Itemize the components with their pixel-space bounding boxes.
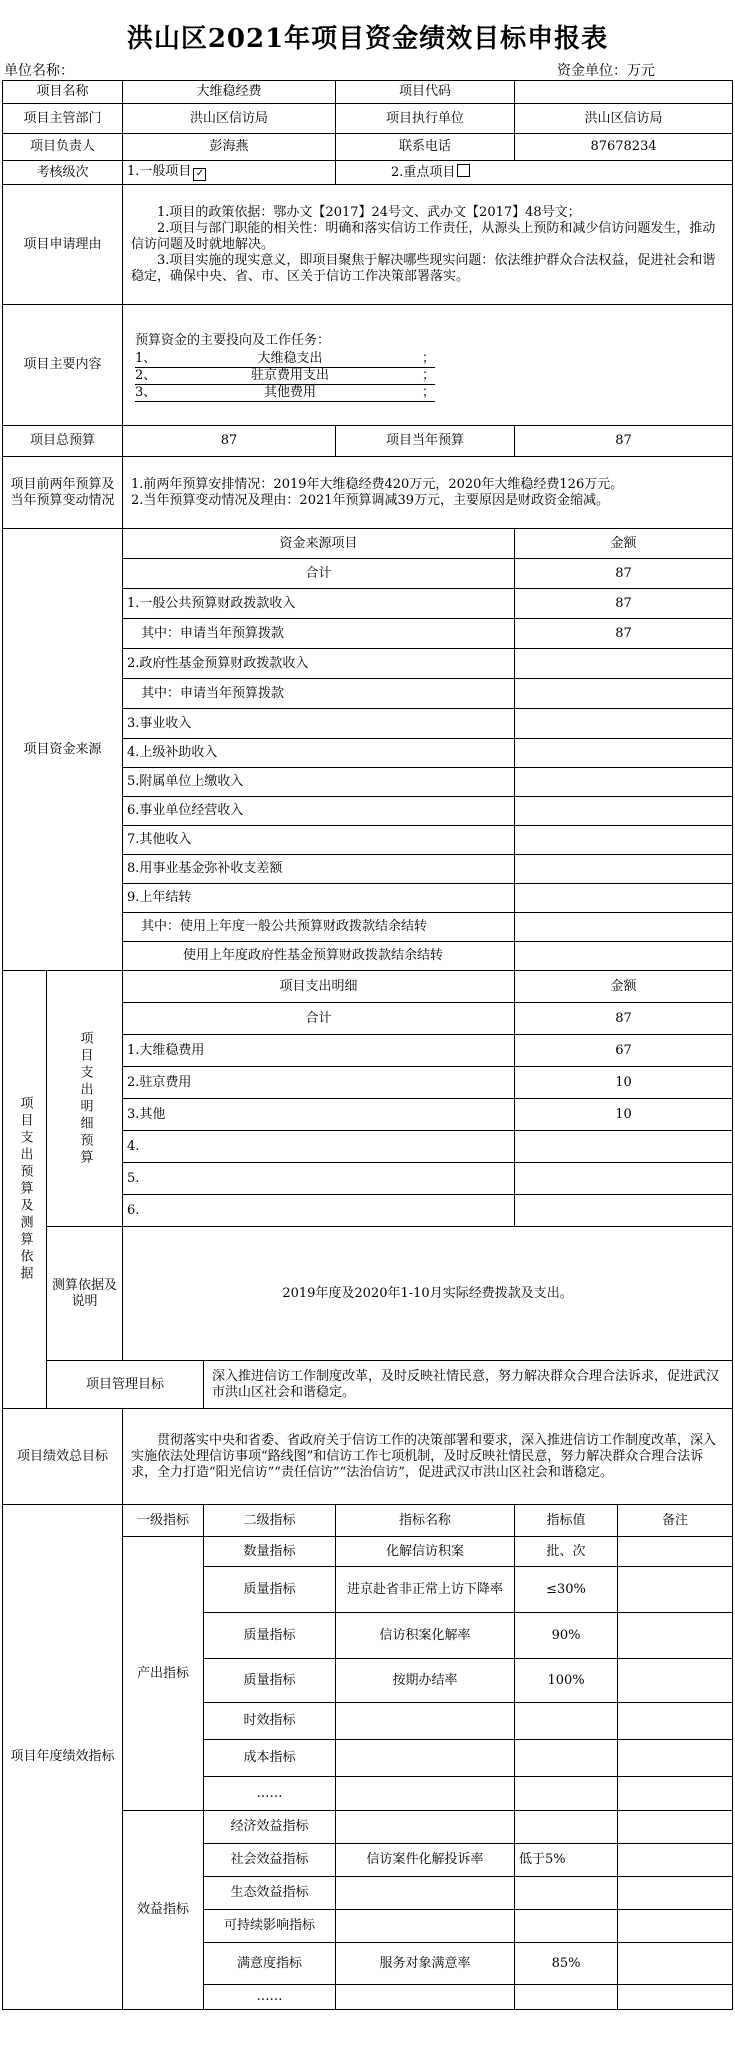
basis-label: 项目申请理由 (3, 185, 123, 305)
row-calc-basis (3, 1227, 733, 1361)
total-budget-label: 项目总预算 (3, 426, 123, 457)
level-option-key (336, 161, 733, 185)
total-budget-value: 87 (123, 426, 336, 457)
expense-row-name: 6. (123, 1195, 515, 1227)
content-item-2 (135, 368, 435, 385)
project-code-value (515, 81, 733, 104)
indicator-note (618, 1703, 733, 1740)
source-row-value: 87 (515, 589, 733, 619)
level-option-general-text: 1.一般项目 (127, 164, 192, 179)
source-row-value: 87 (515, 559, 733, 589)
perf-goal-value: 贯彻落实中央和省委、省政府关于信访工作的决策部署和要求，深入推进信访工作制度改革，深入实施依法处理信访事项“路线图”和信访工作七项机制，及时反映社情民意，努力解决群众合理合法诉求，全力打造“阳光信访”“责任信访”“法治信访”，促进武汉市洪山区社会和谐稳定。 (131, 1432, 717, 1480)
source-row-name: 7.其他收入 (123, 826, 515, 855)
indicator-name (336, 1910, 515, 1943)
expense-row-value: 87 (515, 1003, 733, 1035)
row-content (3, 305, 733, 426)
source-row-name: 5.附属单位上缴收入 (123, 768, 515, 797)
indicator-l2: …… (204, 1777, 336, 1811)
indicator-note (618, 1659, 733, 1703)
indicator-l2: 数量指标 (204, 1537, 336, 1567)
content-item-3-num: 3、 (135, 384, 157, 400)
exec-unit-label: 项目执行单位 (336, 104, 515, 134)
owner-label: 项目负责人 (3, 134, 123, 161)
indicator-name: 信访积案化解率 (336, 1613, 515, 1659)
year-budget-value: 87 (515, 426, 733, 457)
source-row-name: 2.政府性基金预算财政拨款收入 (123, 649, 515, 679)
application-form-table (2, 80, 733, 2010)
content-item-1 (135, 351, 435, 368)
indicator-note (618, 1740, 733, 1777)
output-indicator-label: 产出指标 (123, 1537, 204, 1811)
indicator-l2: 质量指标 (204, 1613, 336, 1659)
indicator-name: 信访案件化解投诉率 (336, 1844, 515, 1877)
source-col-amount: 金额 (515, 529, 733, 559)
indicator-note (618, 1613, 733, 1659)
content-item-2-sep: ； (422, 367, 436, 383)
content-item-1-sep: ； (422, 350, 436, 366)
indicator-value (515, 1740, 618, 1777)
row-dept (3, 104, 733, 134)
checked-checkbox-icon: ✓ (193, 168, 206, 181)
perf-goal-label: 项目绩效总目标 (3, 1409, 123, 1505)
source-row-name: 合计 (123, 559, 515, 589)
project-code-label: 项目代码 (336, 81, 515, 104)
row-basis (3, 185, 733, 305)
indicator-name (336, 1985, 515, 2010)
indicator-value (515, 1877, 618, 1910)
source-row-name: 6.事业单位经营收入 (123, 797, 515, 826)
indicator-value (515, 1985, 618, 2010)
source-row-name: 9.上年结转 (123, 884, 515, 913)
exec-unit-value: 洪山区信访局 (515, 104, 733, 134)
row-budget (3, 426, 733, 457)
indicator-note (618, 1844, 733, 1877)
level-option-key-text: 2.重点项目 (391, 165, 456, 180)
indicator-value (515, 1703, 618, 1740)
prev-budget-label: 项目前两年预算及当年预算变动情况 (3, 457, 123, 529)
basis-item-1: 1.项目的政策依据：鄂办文【2017】24号文、武办文【2017】48号文； (157, 204, 581, 220)
indicator-value: 85% (515, 1943, 618, 1985)
indicator-col-value: 指标值 (515, 1505, 618, 1537)
source-row-value (515, 679, 733, 709)
expense-detail-label (47, 971, 123, 1227)
prev-budget-content (123, 457, 733, 529)
content-head: 预算资金的主要投向及工作任务： (135, 332, 331, 348)
benefit-indicator-label: 效益指标 (123, 1811, 204, 2010)
expense-row-value: 67 (515, 1035, 733, 1067)
expense-detail-label-text: 项目支出明细预算 (77, 1030, 93, 1167)
indicator-col-name: 指标名称 (336, 1505, 515, 1537)
indicator-name (336, 1777, 515, 1811)
owner-value: 彭海燕 (123, 134, 336, 161)
indicator-value: 90% (515, 1613, 618, 1659)
expense-label (3, 971, 47, 1409)
expense-row-value: 10 (515, 1067, 733, 1099)
calc-basis-value: 2019年度及2020年1-10月实际经费拨款及支出。 (123, 1227, 733, 1361)
indicator-value: 批、次 (515, 1537, 618, 1567)
source-row-name: 其中：申请当年预算拨款 (123, 679, 515, 709)
dept-label: 项目主管部门 (3, 104, 123, 134)
source-row-value (515, 768, 733, 797)
expense-row-name: 2.驻京费用 (123, 1067, 515, 1099)
content-item-2-text: 驻京费用支出 (251, 367, 330, 383)
row-perf-goal (3, 1409, 733, 1505)
indicator-value: 100% (515, 1659, 618, 1703)
source-row-name: 其中：申请当年预算拨款 (123, 619, 515, 649)
indicator-note (618, 1777, 733, 1811)
content-item-2-num: 2、 (135, 367, 157, 383)
indicator-note (618, 1943, 733, 1985)
phone-value: 87678234 (515, 134, 733, 161)
source-row-value (515, 942, 733, 971)
indicator-value: 低于5% (515, 1844, 618, 1877)
mgmt-goal-label: 项目管理目标 (47, 1361, 204, 1409)
indicator-name: 服务对象满意率 (336, 1943, 515, 1985)
row-owner (3, 134, 733, 161)
content-item-3 (135, 385, 435, 402)
unchecked-checkbox-icon (457, 164, 470, 177)
expense-row-value (515, 1163, 733, 1195)
year-budget-label: 项目当年预算 (336, 426, 515, 457)
indicator-col-note: 备注 (618, 1505, 733, 1537)
source-row-value (515, 913, 733, 942)
indicator-l2: 时效指标 (204, 1703, 336, 1740)
indicator-value (515, 1910, 618, 1943)
prev-budget-item-2: 2.当年预算变动情况及理由：2021年预算调减39万元，主要原因是财政资金缩减。 (131, 492, 610, 508)
expense-row-name: 3.其他 (123, 1099, 515, 1131)
indicator-note (618, 1537, 733, 1567)
indicator-note (618, 1567, 733, 1613)
source-row-value (515, 826, 733, 855)
indicator-l2: 可持续影响指标 (204, 1910, 336, 1943)
dept-value: 洪山区信访局 (123, 104, 336, 134)
content-item-3-text: 其他费用 (264, 384, 317, 400)
source-header-row (3, 529, 733, 559)
source-label: 项目资金来源 (3, 529, 123, 971)
source-row-value: 87 (515, 619, 733, 649)
indicator-name: 化解信访积案 (336, 1537, 515, 1567)
source-row-value (515, 797, 733, 826)
expense-col-item: 项目支出明细 (123, 971, 515, 1003)
content-body (123, 305, 733, 426)
expense-header-row (3, 971, 733, 1003)
indicator-l2: 质量指标 (204, 1567, 336, 1613)
indicator-note (618, 1985, 733, 2010)
source-row-name: 4.上级补助收入 (123, 739, 515, 768)
indicator-l2: 成本指标 (204, 1740, 336, 1777)
indicator-l2: 质量指标 (204, 1659, 336, 1703)
indicator-name (336, 1811, 515, 1844)
expense-row-name: 1.大维稳费用 (123, 1035, 515, 1067)
page-title: 洪山区2021年项目资金绩效目标申报表 (126, 24, 609, 54)
source-row-value (515, 855, 733, 884)
expense-row-value (515, 1131, 733, 1163)
expense-row-value: 10 (515, 1099, 733, 1131)
source-row-value (515, 649, 733, 679)
indicator-note (618, 1910, 733, 1943)
indicator-name (336, 1877, 515, 1910)
prev-budget-item-1: 1.前两年预算安排情况：2019年大维稳经费420万元，2020年大维稳经费126万元。 (131, 476, 624, 492)
source-row-name: 使用上年度政府性基金预算财政拨款结余结转 (123, 942, 515, 971)
phone-label: 联系电话 (336, 134, 515, 161)
row-prev-budget (3, 457, 733, 529)
calc-basis-label: 测算依据及说明 (47, 1227, 123, 1361)
indicator-l2: …… (204, 1985, 336, 2010)
basis-content (123, 185, 733, 305)
basis-item-2: 2.项目与部门职能的相关性：明确和落实信访工作责任，从源头上预防和减少信访问题发生，推动信访问题及时就地解决。 (131, 220, 716, 252)
source-row-value (515, 739, 733, 768)
perf-goal-cell (123, 1409, 733, 1505)
expense-row-name: 4. (123, 1131, 515, 1163)
content-item-3-sep: ； (422, 384, 436, 400)
currency-unit-label: 资金单位：万元 (557, 63, 655, 79)
indicator-l2: 满意度指标 (204, 1943, 336, 1985)
indicator-col-l2: 二级指标 (204, 1505, 336, 1537)
content-label: 项目主要内容 (3, 305, 123, 426)
indicator-col-l1: 一级指标 (123, 1505, 204, 1537)
row-level (3, 161, 733, 185)
source-row-name: 8.用事业基金弥补收支差额 (123, 855, 515, 884)
basis-item-3: 3.项目实施的现实意义，即项目聚焦于解决哪些现实问题：依法维护群众合法权益，促进社会和谐稳定，确保中央、省、市、区关于信访工作决策部署落实。 (131, 252, 716, 284)
source-row-name: 3.事业收入 (123, 709, 515, 739)
source-row-value (515, 884, 733, 913)
indicator-name (336, 1703, 515, 1740)
expense-row-name: 5. (123, 1163, 515, 1195)
mgmt-goal-value: 深入推进信访工作制度改革，及时反映社情民意，努力解决群众合理合法诉求，促进武汉市洪山区社会和谐稳定。 (204, 1361, 733, 1409)
indicator-value (515, 1811, 618, 1844)
indicator-name: 按期办结率 (336, 1659, 515, 1703)
row-project-name (3, 81, 733, 104)
expense-row-name: 合计 (123, 1003, 515, 1035)
indicator-value (515, 1777, 618, 1811)
indicator-name (336, 1740, 515, 1777)
indicator-l2: 社会效益指标 (204, 1844, 336, 1877)
project-name-value: 大维稳经费 (123, 81, 336, 104)
expense-col-amount: 金额 (515, 971, 733, 1003)
indicator-name: 进京赴省非正常上访下降率 (336, 1567, 515, 1613)
indicator-note (618, 1811, 733, 1844)
indicator-note (618, 1877, 733, 1910)
content-item-1-num: 1、 (135, 350, 157, 366)
project-name-label: 项目名称 (3, 81, 123, 104)
level-label: 考核级次 (3, 161, 123, 185)
row-mgmt-goal (3, 1361, 733, 1409)
source-col-item: 资金来源项目 (123, 529, 515, 559)
level-option-general (123, 161, 336, 185)
expense-row-value (515, 1195, 733, 1227)
indicator-l2: 生态效益指标 (204, 1877, 336, 1910)
source-row-value (515, 709, 733, 739)
indicator-header-row (3, 1505, 733, 1537)
content-item-1-text: 大维稳支出 (257, 350, 323, 366)
source-row-name: 1.一般公共预算财政拨款收入 (123, 589, 515, 619)
source-row-name: 其中：使用上年度一般公共预算财政拨款结余结转 (123, 913, 515, 942)
unit-name-label: 单位名称： (4, 63, 74, 79)
indicator-l2: 经济效益指标 (204, 1811, 336, 1844)
indicator-label: 项目年度绩效指标 (3, 1505, 123, 2010)
indicator-value: ≤30% (515, 1567, 618, 1613)
expense-label-text: 项目支出预算及测算依据 (17, 1096, 33, 1283)
